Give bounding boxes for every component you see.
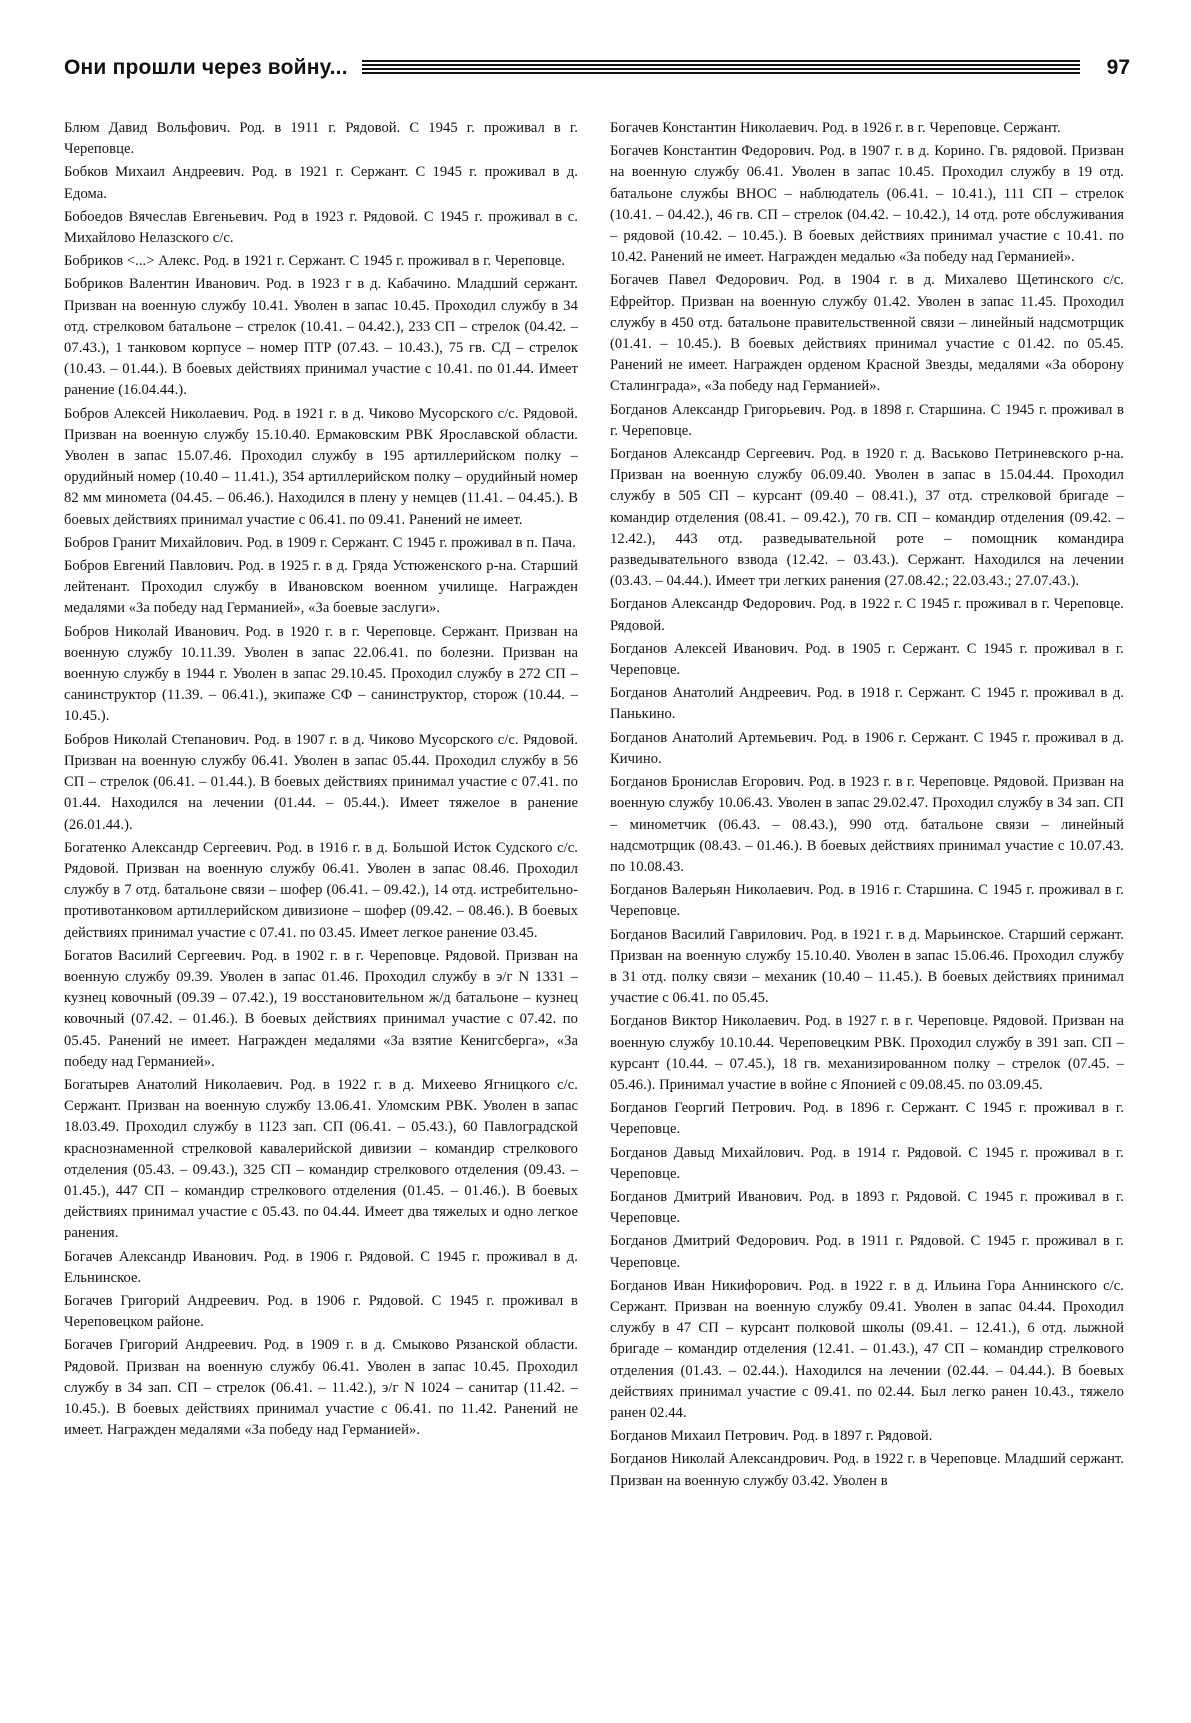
right-column <box>610 118 1124 1708</box>
entry: Бобров Николай Степанович. Род. в 1907 г. в д. Чиково Мусорского с/с. Рядовой. Призван на военную службу 06.41. Уволен в запас 05.44. Проходил службу в 56 СП – стрелок (06.41. – 01.44.). В боевых действиях принимал участие с 07.41. по 01.44. Находился на лечении (01.44. – 05.44.). Имеет тяжелое в ранение (26.01.44.). <box>64 731 578 833</box>
entry: Богданов Алексей Иванович. Род. в 1905 г. Сержант. С 1945 г. проживал в г. Череповце. <box>610 640 1124 679</box>
entry: Блюм Давид Вольфович. Род. в 1911 г. Рядовой. С 1945 г. проживал в г. Череповце. <box>64 120 578 158</box>
entry: Бобров Евгений Павлович. Род. в 1925 г. в д. Гряда Устюженского р-на. Старший лейтенант. Проходил службу в Ивановском военном училище. Награжден медалями «За победу над Германией», «За боевые заслуги». <box>64 558 578 617</box>
page-header <box>64 50 1130 86</box>
page-number: 97 <box>1106 56 1130 79</box>
entry: Бобоедов Вячеслав Евгеньевич. Род в 1923 г. Рядовой. С 1945 г. проживал в с. Михайлово Нелазского с/с. <box>64 208 578 247</box>
entry: Богданов Василий Гаврилович. Род. в 1921 г. в д. Марьинское. Старший сержант. Призван на военную службу 15.10.40. Уволен в запас 15.06.46. Проходил службу в 31 отд. полку связи – механик (10.40 – 11.45.). В боевых действиях принимал участие с 06.41. по 05.45. <box>610 926 1124 1007</box>
entry: Богданов Дмитрий Иванович. Род. в 1893 г. Рядовой. С 1945 г. проживал в г. Череповце. <box>610 1188 1124 1227</box>
entry: Богданов Анатолий Андреевич. Род. в 1918 г. Сержант. С 1945 г. проживал в д. Панькино. <box>610 685 1124 723</box>
entry: Бобриков <...> Алекс. Род. в 1921 г. Сержант. С 1945 г. проживал в г. Череповце. <box>64 253 566 270</box>
entry: Бобров Гранит Михайлович. Род. в 1909 г. Сержант. С 1945 г. проживал в п. Пача. <box>64 534 576 551</box>
running-title: Они прошли через войну... <box>64 56 348 79</box>
entry: Богачев Григорий Андреевич. Род. в 1906 г. Рядовой. С 1945 г. проживал в Череповецком районе. <box>64 1292 578 1331</box>
entry: Богатов Василий Сергеевич. Род. в 1902 г. в г. Череповце. Рядовой. Призван на военную службу 09.39. Уволен в запас 01.46. Проходил службу в э/г N 1331 – кузнец ковочный (09.39 – 07.42.), 19 восстановительном ж/д батальоне – кузнец ковочный (07.42. – 01.46.). В боевых действиях принимал участие с 07.42. по 05.45. Ранений не имеет. Награжден медалями «За взятие Кенигсберга», «За победу над Германией». <box>64 947 578 1070</box>
entry: Богданов Михаил Петрович. Род. в 1897 г. Рядовой. <box>610 1428 933 1445</box>
header-rule <box>362 60 1080 75</box>
entry: Богачев Григорий Андреевич. Род. в 1909 г. в д. Смыково Рязанской области. Рядовой. Призван на военную службу 06.41. Уволен в запас 10.45. Проходил службу в 34 зап. СП – стрелок (06.41. – 11.42.), э/г N 1024 – санитар (11.42. – 10.45.). В боевых действиях принимал участие с 06.41. по 11.42. Ранений не имеет. Награжден медалями «За победу над Германией». <box>64 1337 578 1439</box>
entry: Богатырев Анатолий Николаевич. Род. в 1922 г. в д. Михеево Ягницкого с/с. Сержант. Призван на военную службу 13.06.41. Уломским РВК. Уволен в запас 18.03.49. Проходил службу в 1123 зап. СП (06.41. – 05.43.), 60 Павлоградской краснознаменной стрелковой кавалерийской дивизии – командир стрелкового отделения (05.43. – 09.43.), 325 СП – командир стрелкового отделения (09.43. – 01.45.), 447 СП – командир стрелкового отделения (01.45. – 01.46.). В боевых действиях принимал участие с 05.43. по 04.44. Имеет два тяжелых и одно легкое ранения. <box>64 1076 578 1242</box>
entry: Богданов Виктор Николаевич. Род. в 1927 г. в г. Череповце. Рядовой. Призван на военную службу 10.10.44. Череповецким РВК. Проходил службу в 391 зап. СП – курсант (10.44. – 07.45.), 18 гв. механизированном полку – стрелок (07.45. – 05.46.). Принимал участие в войне с Японией с 09.08.45. по 03.09.45. <box>610 1013 1124 1093</box>
entry: Богданов Дмитрий Федорович. Род. в 1911 г. Рядовой. С 1945 г. проживал в г. Череповце. <box>610 1233 1124 1271</box>
left-column <box>64 118 578 1708</box>
entry: Богатенко Александр Сергеевич. Род. в 1916 г. в д. Большой Исток Судского с/с. Рядовой. Призван на военную службу 06.41. Уволен в запас 08.46. Проходил службу в 7 отд. батальоне связи – шофер (06.41. – 09.42.), 14 отд. истребительно-противотанковом артиллерийском дивизионе – шофер (09.42. – 08.46.). В боевых действиях принимал участие с 07.41. по 03.45. Имеет легкое ранение 03.45. <box>64 839 578 941</box>
entry: Богданов Анатолий Артемьевич. Род. в 1906 г. Сержант. С 1945 г. проживал в д. Кичино. <box>610 729 1124 767</box>
entry: Богданов Бронислав Егорович. Род. в 1923 г. в г. Череповце. Рядовой. Призван на военную службу 10.06.43. Уволен в запас 29.02.47. Проходил службу в 34 зап. СП – минометчик (06.43. – 08.43.), 990 отд. батальоне связи – линейный надсмотрщик (08.43. – 01.46.). В боевых действиях принимал участие с 10.07.43. по 10.08.43. <box>610 774 1124 875</box>
entry: Богачев Павел Федорович. Род. в 1904 г. в д. Михалево Щетинского с/с. Ефрейтор. Призван на военную службу 01.42. Уволен в запас 11.45. Проходил службу в 450 отд. батальоне правительственной связи – линейный надсмотрщик (01.41. – 10.45.). В боевых действиях принимал участие с 01.42. по 05.45. Ранений не имеет. Награжден орденом Красной Звезды, медалями «За оборону Сталинграда», «За победу над Германией». <box>610 272 1124 395</box>
entry: Богданов Александр Сергеевич. Род. в 1920 г. д. Васьково Петриневского р-на. Призван на военную службу 06.09.40. Уволен в запас в 15.04.44. Проходил службу в 505 СП – курсант (09.40 – 08.41.), 37 отд. стрелковой бригаде – командир отделения (08.41. – 09.42.), 70 гв. СП – командир отделения (09.42. – 12.42.), 443 отд. разведывательной роте – помощник командира разведывательного взвода (12.42. – 03.43.). Сержант. Находился на лечении (03.43. – 04.44.). Имеет три легких ранения (27.08.42.; 22.03.43.; 27.07.43.). <box>610 446 1124 590</box>
entry: Богданов Александр Федорович. Род. в 1922 г. С 1945 г. проживал в г. Череповце. Рядовой. <box>610 596 1124 634</box>
entry: Богданов Георгий Петрович. Род. в 1896 г. Сержант. С 1945 г. проживал в г. Череповце. <box>610 1100 1124 1138</box>
entry: Богданов Александр Григорьевич. Род. в 1898 г. Старшина. С 1945 г. проживал в г. Череповце. <box>610 401 1124 439</box>
entry: Богданов Иван Никифорович. Род. в 1922 г. в д. Ильина Гора Аннинского с/с. Сержант. Призван на военную службу 09.41. Уволен в запас 04.44. Проходил службу в 47 СП – курсант полковой школы (09.41. – 12.41.), 6 отд. лыжной бригаде – командир отделения (12.41. – 01.43.), 47 СП – командир стрелкового отделения (01.43. – 02.44.). Находился на лечении (02.44. – 04.44.). В боевых действиях принимал участие с 09.41. по 02.44. Был легко ранен 10.43., тяжело ранен 02.44. <box>610 1277 1124 1421</box>
entry: Бобков Михаил Андреевич. Род. в 1921 г. Сержант. С 1945 г. проживал в д. Едома. <box>64 164 578 202</box>
entry: Богачев Александр Иванович. Род. в 1906 г. Рядовой. С 1945 г. проживал в д. Ельнинское. <box>64 1248 578 1286</box>
entry: Бобров Николай Иванович. Род. в 1920 г. в г. Череповце. Сержант. Призван на военную службу 10.11.39. Уволен в запас 22.06.41. по болезни. Призван на военную службу в 1944 г. Уволен в запас 29.10.45. Проходил службу в 272 СП – санинструктор (11.39. – 06.41.), экипаже СФ – санинструктор, сторож (10.44. – 10.45.). <box>64 623 578 725</box>
entry: Бобриков Валентин Иванович. Род. в 1923 г в д. Кабачино. Младший сержант. Призван на военную службу 10.41. Уволен в запас 10.45. Проходил службу в 34 отд. стрелковом батальоне – стрелок (10.41. – 04.42.), 233 СП – стрелок (04.42. – 07.43.), 1 танковом корпусе – номер ПТР (07.43. – 10.43.), 75 гв. СД – стрелок (10.43. – 01.44.). В боевых действиях принимал участие с 10.41. по 01.44. Имеет ранение (16.04.44.). <box>64 276 578 399</box>
entry: Богданов Валерьян Николаевич. Род. в 1916 г. Старшина. С 1945 г. проживал в г. Череповце. <box>610 882 1124 920</box>
entry: Богачев Константин Николаевич. Род. в 1926 г. в г. Череповце. Сержант. <box>610 120 1061 136</box>
entry: Богачев Константин Федорович. Род. в 1907 г. в д. Корино. Гв. рядовой. Призван на военную службу 06.41. Уволен в запас 10.45. Проходил службу в 19 отд. батальоне службы ВНОС – наблюдатель (06.41. – 10.41.), 111 СП – стрелок (10.41. – 04.42.), 46 гв. СП – стрелок (04.42. – 10.42.), 14 отд. роте обслуживания – рядовой (10.42. – 10.45.). В боевых действиях принимал участие с 10.41. по 10.42. Ранений не имеет. Награжден медалью «За победу над Германией». <box>610 143 1124 266</box>
entry: Богданов Давыд Михайлович. Род. в 1914 г. Рядовой. С 1945 г. проживал в г. Череповце. <box>610 1144 1124 1182</box>
entry: Бобров Алексей Николаевич. Род. в 1921 г. в д. Чиково Мусорского с/с. Рядовой. Призван на военную службу 15.10.40. Ермаковским РВК Ярославской области. Уволен в запас 15.07.46. Проходил службу в 195 артиллерийском полку – орудийный номер (10.40 – 11.41.), 354 артиллерийском полку – орудийный номер 82 мм миномета (04.45. – 06.46.). Находился в плену у немцев (11.41. – 04.45.). В боевых действиях принимал участие с 06.41. по 09.41. Ранений не имеет. <box>64 405 578 528</box>
entry: Богданов Николай Александрович. Род. в 1922 г. в Череповце. Младший сержант. Призван на военную службу 03.42. Уволен в <box>610 1451 1124 1489</box>
